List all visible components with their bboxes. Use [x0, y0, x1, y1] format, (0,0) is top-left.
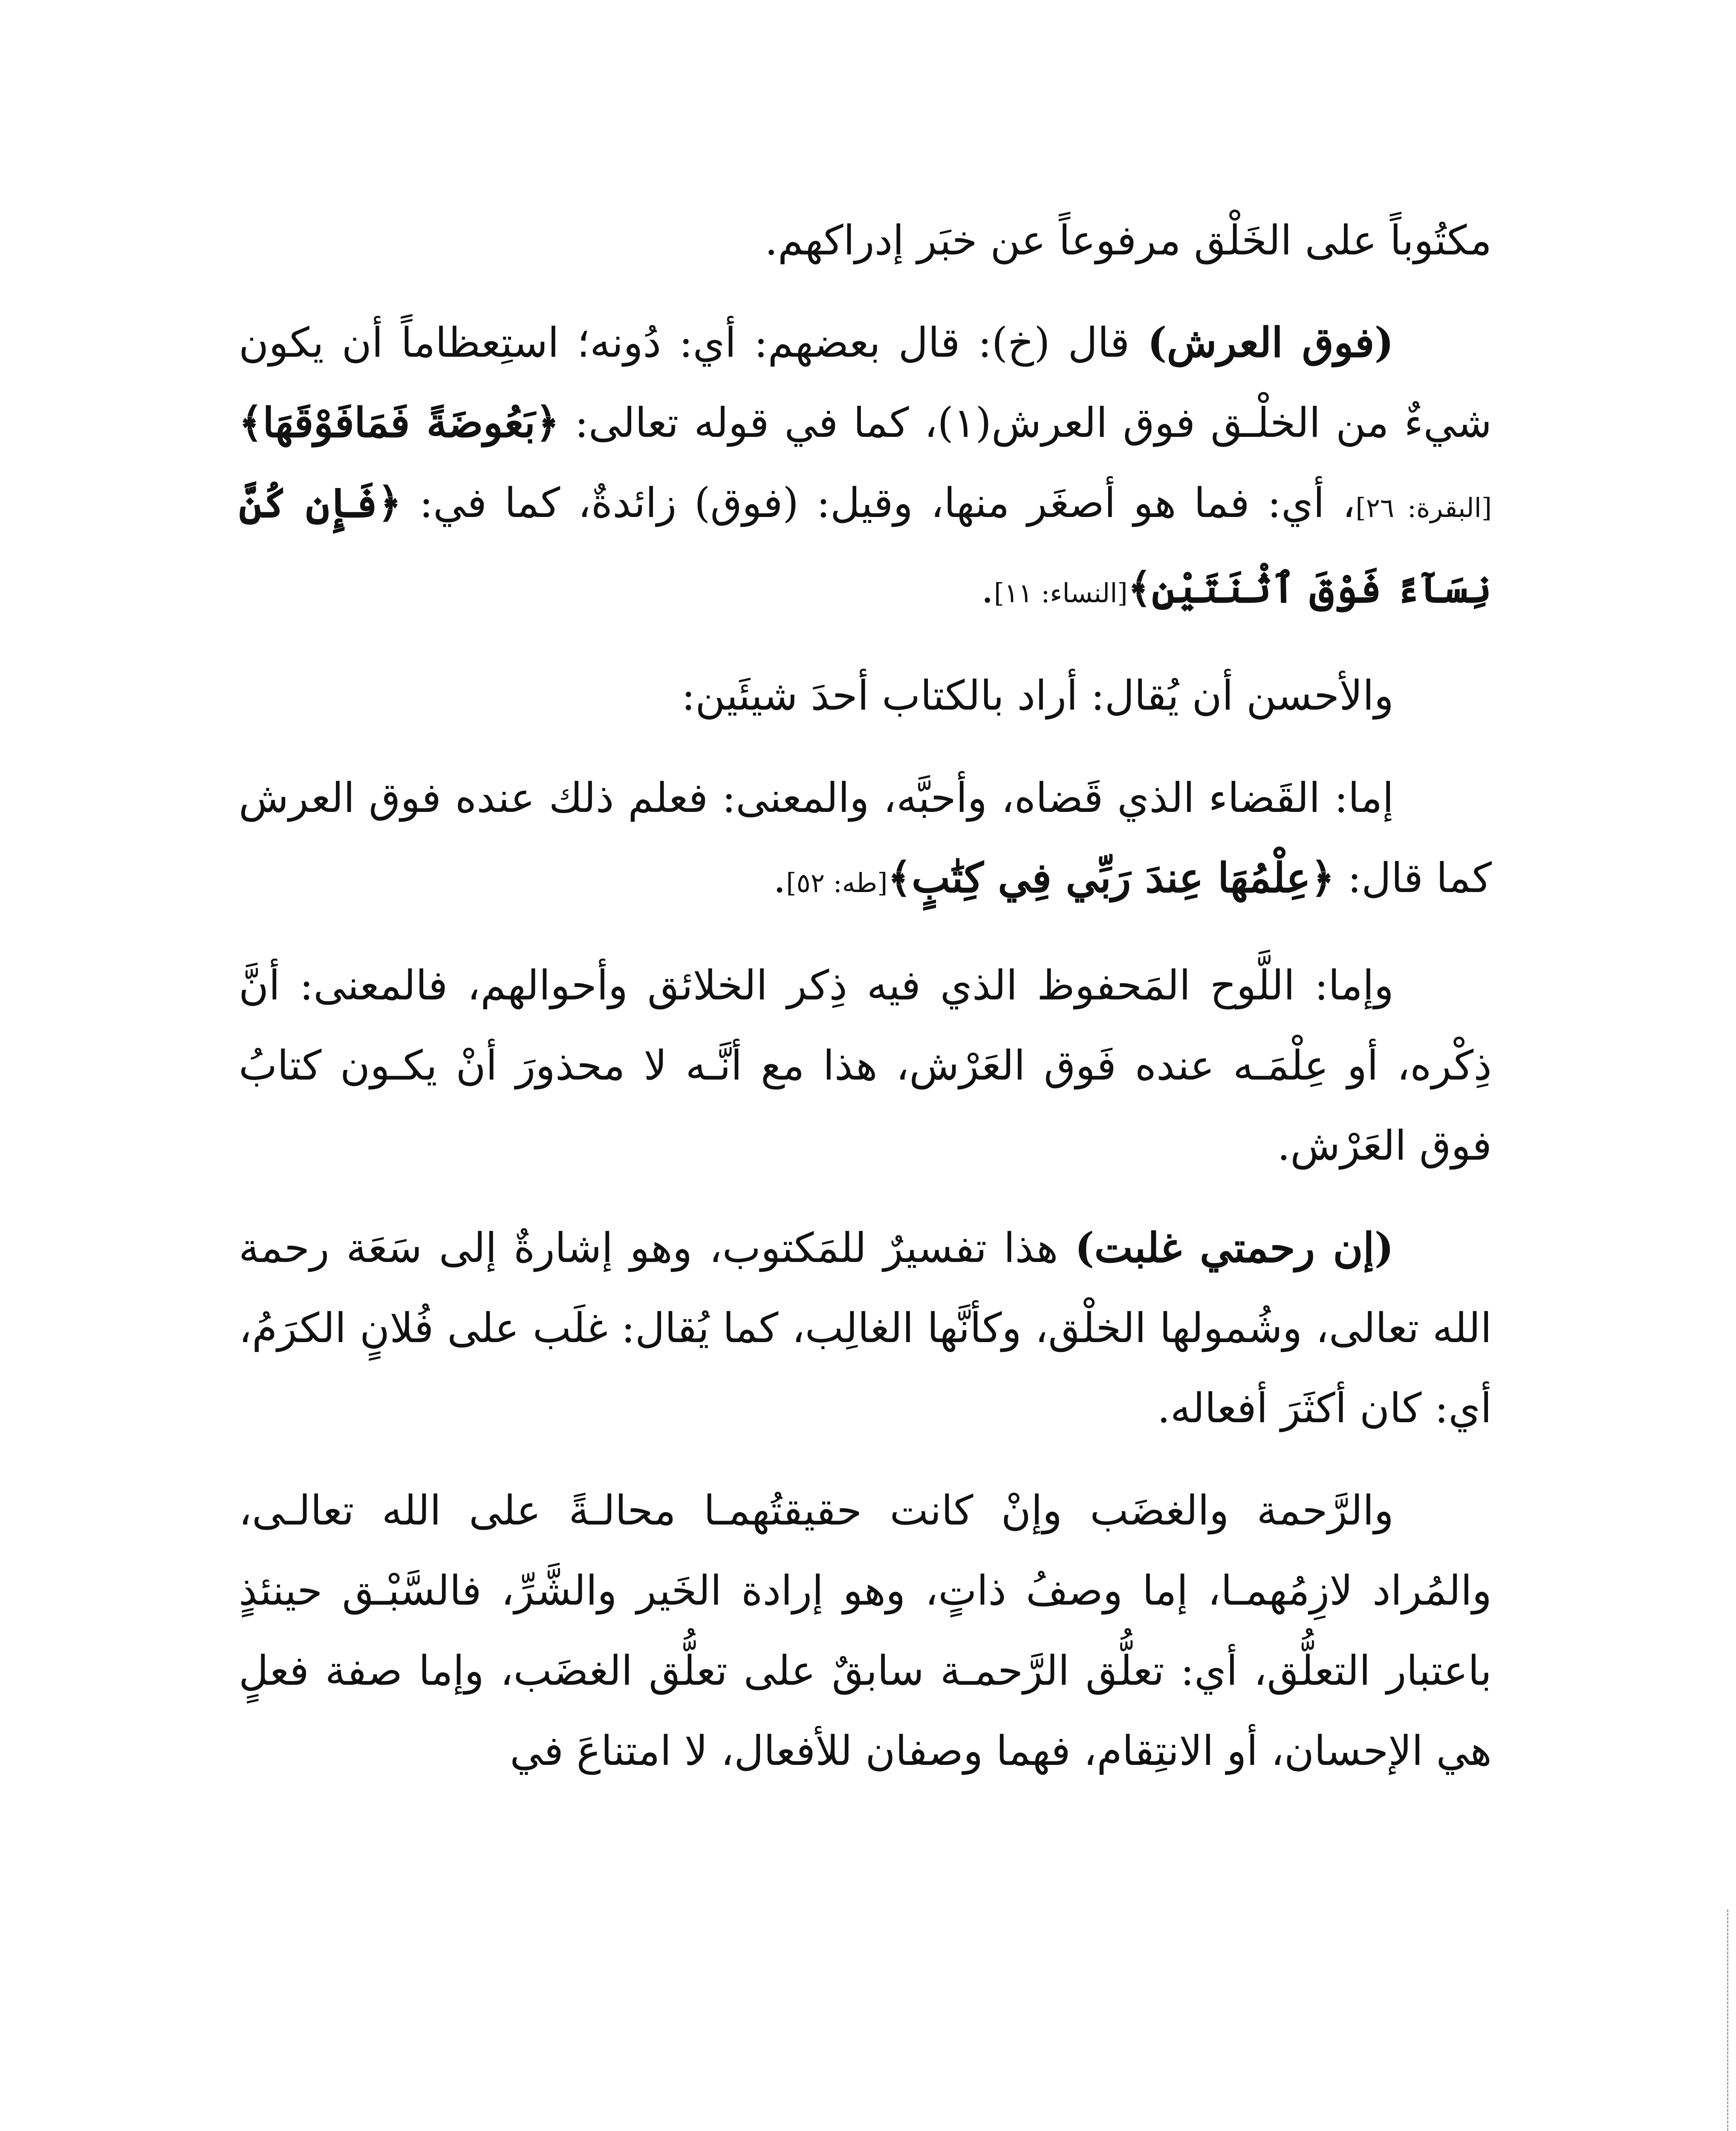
- paragraph-2-mid: ، أي: فما هو أصغَر منها، وقيل: (فوق) زائدةٌ، كما في:: [402, 479, 1356, 527]
- quran-verse-3: ﴿عِلْمُهَا عِندَ رَبِّي فِي كِتَٰبٍ﴾: [887, 854, 1335, 902]
- paragraph-7-text: والرَّحمة والغضَب وإنْ كانت حقيقتُهمـا محالـةً على الله تعالـى، والمُراد لازِمُهمـا، إما وصفُ ذاتٍ، وهو إرادة الخَير والشَّرِّ، فالسَّبْـق حينئذٍ باعتبار التعلُّق، أي: تعلُّق الرَّحمـة سابقٌ على تعلُّق الغضَب، وإما صفة فعلٍ هي الإحسان، أو الانتِقام، فهما وصفان للأفعال، لا امتناعَ في: [239, 1487, 1492, 1775]
- paragraph-6: [239, 1208, 1492, 1448]
- quran-verse-1: ﴿بَعُوضَةً فَمَافَوْقَهَا﴾: [239, 398, 560, 447]
- paragraph-3-text: والأحسن أن يُقال: أراد بالكتاب أحدَ شيئَين:: [681, 672, 1394, 719]
- scan-edge-marks: [1727, 1909, 1732, 2131]
- paragraph-2-heading: (فوق العرش): [1147, 318, 1394, 367]
- verse-reference-1: [البقرة: ٢٦]: [1355, 492, 1492, 523]
- paragraph-6-heading: (إن رحمتي غلبت): [1075, 1224, 1394, 1272]
- paragraph-6-text: هذا تفسيرٌ للمَكتوب، وهو إشارةٌ إلى سَعَة رحمة الله تعالى، وشُمولها الخلْق، وكأنَّها الغالِب، كما يُقال: غلَب على فُلانٍ الكرَمُ، أي: كان أكثَرَ أفعاله.: [239, 1224, 1492, 1432]
- paragraph-4-text: إما: القَضاء الذي قَضاه، وأحبَّه، والمعنى: فعلم ذلك عنده فوق العرش كما قال:: [239, 774, 1492, 902]
- paragraph-2-text: قال (خ): قال بعضهم: أي: دُونه؛ استِعظاماً أن يكون شيءٌ من الخلْـق فوق العرش(١)، كما في قوله تعالى:: [239, 319, 1492, 447]
- verse-reference-3: [طه: ٥٢]: [786, 867, 888, 898]
- paragraph-4-end: .: [773, 854, 786, 902]
- paragraph-5: [239, 945, 1492, 1186]
- quran-verse-2: ﴿فَإِن كُنَّ نِسَآءً فَوْقَ ٱثْنَتَيْنِ﴾: [239, 479, 1492, 612]
- paragraph-4: [239, 758, 1492, 923]
- main-text: [239, 200, 1492, 1813]
- paragraph-7: [239, 1470, 1492, 1791]
- paragraph-2-end: .: [981, 564, 994, 612]
- paragraph-1: [239, 200, 1492, 280]
- verse-reference-2: [النساء: ١١]: [994, 578, 1128, 609]
- paragraph-3: [239, 655, 1492, 736]
- paragraph-5-text: وإما: اللَّوح المَحفوظ الذي فيه ذِكر الخلائق وأحوالهم، فالمعنى: أنَّ ذِكْره، أو عِلْمَـه عنده فَوق العَرْش، هذا مع أنَّـه لا محذورَ أنْ يكـون كتابُ فوق العَرْش.: [239, 962, 1492, 1169]
- paragraph-2: [239, 303, 1492, 633]
- paragraph-1-text: مكتُوباً على الخَلْق مرفوعاً عن خبَر إدراكهم.: [765, 217, 1492, 264]
